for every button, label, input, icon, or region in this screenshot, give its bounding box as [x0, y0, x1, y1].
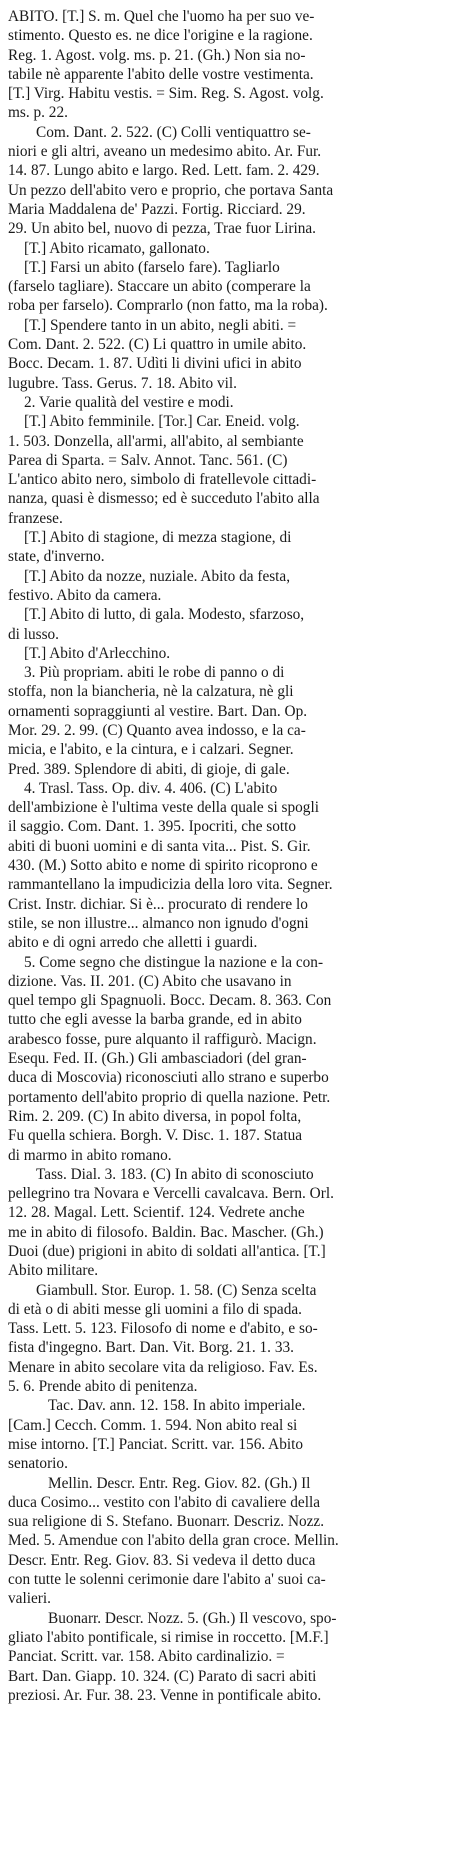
text-line: duca Cosimo... vestito con l'abito di cavaliere della [8, 1493, 321, 1511]
text-line: 12. 28. Magal. Lett. Scientif. 124. Vedrete anche [8, 1204, 305, 1222]
text-line: pellegrino tra Novara e Vercelli cavalcava. Bern. Orl. [8, 1185, 334, 1203]
text-line: il saggio. Com. Dant. 1. 395. Ipocriti, che sotto [8, 818, 297, 836]
text-line: portamento dell'abito proprio di quella nazione. Petr. [8, 1088, 331, 1106]
text-line: con tutte le solenni cerimonie dare l'abito a' suoi ca- [8, 1571, 326, 1589]
text-line: Duoi (due) prigioni in abito di soldati all'antica. [T.] [8, 1243, 326, 1260]
text-line: ms. p. 22. [8, 104, 68, 122]
text-line: rammantellano la impudicizia della loro vita. Segner. [8, 876, 333, 894]
text-line: duca di Moscovia) riconosciuti allo strano e superbo [8, 1069, 329, 1087]
text-line: senatorio. [8, 1455, 68, 1473]
text-line: 14. 87. Lungo abito e largo. Red. Lett. fam. 2. 429. [8, 162, 320, 180]
text-line: Mellin. Descr. Entr. Reg. Giov. 82. (Gh.) Il [48, 1474, 311, 1492]
text-line: lugubre. Tass. Gerus. 7. 18. Abito vil. [8, 374, 237, 392]
text-line: Rim. 2. 209. (C) In abito diversa, in popol folta, [8, 1107, 302, 1125]
text-line: L'antico abito nero, simbolo di fratellevole cittadi- [8, 471, 317, 489]
text-line: Menare in abito secolare vita da religioso. Fav. Es. [8, 1358, 318, 1376]
text-line: fista d'ingegno. Bart. Dan. Vit. Borg. 21. 1. 33. [8, 1339, 294, 1357]
text-line: di età o di abiti messe gli uomini a filo di spada. [8, 1300, 302, 1318]
text-line: tutto che egli avesse la barba grande, ed in abito [8, 1011, 302, 1029]
text-line: stimento. Questo es. ne dice l'origine e la ragione. [8, 27, 313, 45]
text-line: Crist. Instr. dichiar. Si è... procurato di rendere lo [8, 895, 308, 913]
text-line: Mor. 29. 2. 99. (C) Quanto avea indosso, e la ca- [8, 721, 306, 739]
text-line: stoffa, non la biancheria, nè la calzatura, nè gli [8, 683, 294, 701]
text-line: Parea di Sparta. = Salv. Annot. Tanc. 561. (C) [8, 451, 288, 469]
dictionary-entry-abito [8, 7, 466, 1705]
text-line: [T.] Virg. Habitu vestis. = Sim. Reg. S. Agost. volg. [8, 85, 324, 103]
text-line: ornamenti sopraggiunti al vestire. Bart. Dan. Op. [8, 702, 308, 720]
text-line: abito e di ogni arredo che alletti i guardi. [8, 934, 258, 952]
text-line: Com. Dant. 2. 522. (C) Colli ventiquattro se- [36, 123, 311, 141]
text-line: Giambull. Stor. Europ. 1. 58. (C) Senza scelta [36, 1281, 317, 1299]
text-line: arabesco fosse, pure alquanto il raffigurò. Macign. [8, 1030, 317, 1048]
text-line: di lusso. [8, 625, 59, 643]
text-line: [T.] Abito di stagione, di mezza stagione, di [24, 529, 292, 547]
text-line: gliato l'abito pontificale, si rimise in roccetto. [M.F.] [8, 1628, 329, 1646]
text-line: di marmo in abito romano. [8, 1146, 172, 1164]
text-line: Tass. Lett. 5. 123. Filosofo di nome e d'abito, e so- [8, 1320, 318, 1338]
text-line: festivo. Abito da camera. [8, 586, 162, 604]
text-line: [T.] Abito da nozze, nuziale. Abito da festa, [24, 567, 291, 585]
text-line: quel tempo gli Spagnuoli. Bocc. Decam. 8. 363. Con [8, 992, 332, 1010]
text-line: sua religione di S. Stefano. Buonarr. Descriz. Nozz. [8, 1513, 325, 1531]
text-line: tabile nè apparente l'abito delle vostre vestimenta. [8, 65, 314, 83]
text-line: preziosi. Ar. Fur. 38. 23. Venne in pontificale abito. [8, 1686, 322, 1704]
text-line: Maria Maddalena de' Pazzi. Fortig. Ricciard. 29. [8, 200, 306, 218]
text-line: valieri. [8, 1590, 51, 1608]
text-line: 430. (M.) Sotto abito e nome di spirito ricoprono e [8, 857, 318, 875]
text-line: roba per farselo). Comprarlo (non fatto, ma la roba). [8, 297, 328, 315]
text-line: stile, se non illustre... almanco non ignudo d'ogni [8, 914, 309, 932]
text-line: [Cam.] Cecch. Comm. 1. 594. Non abito real si [8, 1416, 298, 1434]
text-line: nanza, quasi è dismesso; ed è succeduto l'abito alla [8, 490, 320, 508]
text-line: 3. Più propriam. abiti le robe di panno o di [24, 664, 285, 682]
text-line: [T.] Abito ricamato, gallonato. [24, 239, 210, 257]
text-line: state, d'inverno. [8, 548, 105, 566]
text-line: niori e gli altri, aveano un medesimo abito. Ar. Fur. [8, 143, 322, 161]
text-line: [T.] Abito d'Arlecchino. [24, 644, 171, 662]
text-line: [T.] Abito di lutto, di gala. Modesto, sfarzoso, [24, 606, 305, 624]
text-line: Un pezzo dell'abito vero e proprio, che portava Santa [8, 181, 334, 199]
text-line: (farselo tagliare). Staccare un abito (comperare la [8, 278, 311, 296]
text-line: ABITO. [T.] S. m. Quel che l'uomo ha per suo ve- [8, 8, 315, 25]
text-line: 5. Come segno che distingue la nazione e la con- [24, 953, 324, 971]
text-line: 29. Un abito bel, nuovo di pezza, Trae fuor Lirina. [8, 220, 316, 238]
text-line: franzese. [8, 509, 63, 527]
text-line: [T.] Farsi un abito (farselo fare). Tagliarlo [24, 258, 280, 276]
text-line: [T.] Abito femminile. [Tor.] Car. Eneid. volg. [24, 413, 300, 431]
text-line: dell'ambizione è l'ultima veste della quale si spogli [8, 799, 319, 817]
text-line: Esequ. Fed. II. (Gh.) Gli ambasciadori (del gran- [8, 1050, 307, 1068]
text-line: Com. Dant. 2. 522. (C) Li quattro in umile abito. [8, 336, 307, 354]
text-line: Buonarr. Descr. Nozz. 5. (Gh.) Il vescovo, spo- [48, 1609, 337, 1627]
text-line: micia, e l'abito, e la cintura, e i calzari. Segner. [8, 741, 294, 759]
text-line: 5. 6. Prende abito di penitenza. [8, 1378, 198, 1396]
text-line: Tac. Dav. ann. 12. 158. In abito imperiale. [48, 1397, 306, 1415]
text-line: Med. 5. Amendue con l'abito della gran croce. Mellin. [8, 1532, 339, 1550]
text-line: 1. 503. Donzella, all'armi, all'abito, al sembiante [8, 432, 304, 450]
text-line: Bocc. Decam. 1. 87. Udìti li divini ufici in abito [8, 355, 302, 373]
text-line: dizione. Vas. II. 201. (C) Abito che usavano in [8, 972, 292, 990]
text-line: [T.] Spendere tanto in un abito, negli abiti. = [24, 316, 297, 334]
text-line: Abito militare. [8, 1262, 99, 1280]
text-line: mise intorno. [T.] Panciat. Scritt. var. 156. Abito [8, 1435, 303, 1453]
text-line: Pred. 389. Splendore di abiti, di gioje, di gale. [8, 760, 290, 778]
text-line: Fu quella schiera. Borgh. V. Disc. 1. 187. Statua [8, 1127, 303, 1145]
text-line: 2. Varie qualità del vestire e modi. [24, 393, 234, 411]
text-line: Tass. Dial. 3. 183. (C) In abito di sconosciuto [36, 1165, 314, 1183]
text-line: 4. Trasl. Tass. Op. div. 4. 406. (C) L'abito [24, 779, 278, 797]
text-line: Bart. Dan. Giapp. 10. 324. (C) Parato di sacri abiti [8, 1667, 317, 1685]
text-line: Descr. Entr. Reg. Giov. 83. Si vedeva il detto duca [8, 1551, 316, 1569]
text-line: me in abito di filosofo. Baldin. Bac. Mascher. (Gh.) [8, 1223, 324, 1241]
text-line: Reg. 1. Agost. volg. ms. p. 21. (Gh.) Non sia no- [8, 46, 306, 64]
text-line: Panciat. Scritt. var. 158. Abito cardinalizio. = [8, 1648, 285, 1666]
text-line: abiti di buoni uomini e di santa vita... Pist. S. Gir. [8, 837, 311, 855]
